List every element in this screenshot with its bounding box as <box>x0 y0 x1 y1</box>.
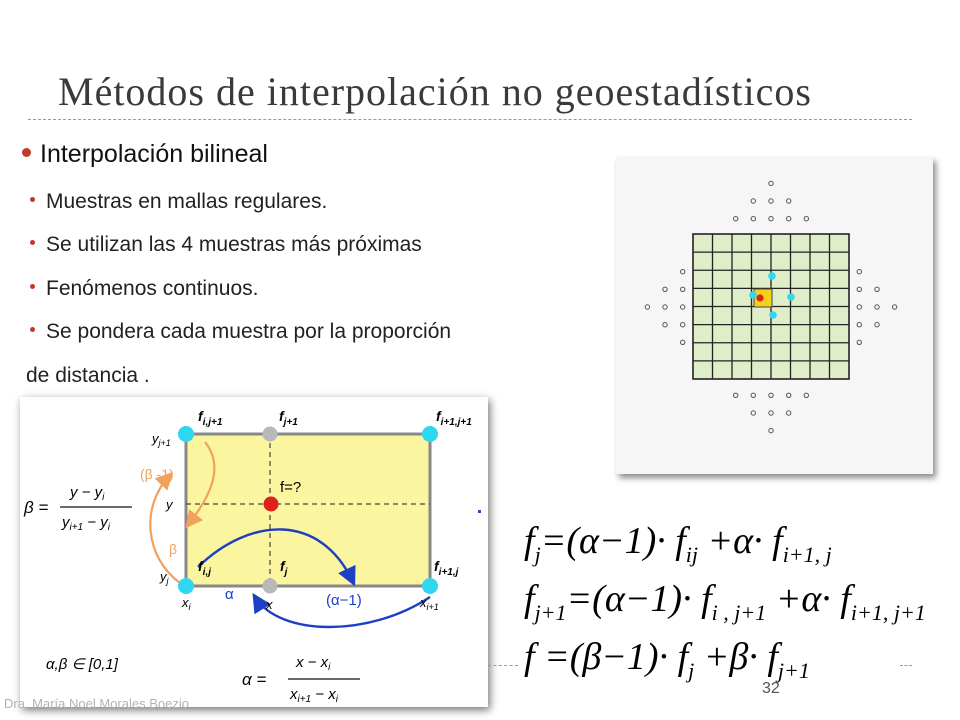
neighbor-sample <box>768 272 776 280</box>
label-y: y <box>166 497 173 512</box>
sample-dot <box>663 323 667 327</box>
sample-dot <box>875 323 879 327</box>
sample-dot <box>875 305 879 309</box>
label-f-unknown: f=? <box>280 479 302 496</box>
title-divider <box>28 119 912 120</box>
label-f-ij1: $f_{i,j+1}$ <box>198 408 223 428</box>
bullet-dot-icon <box>30 284 35 289</box>
interpolation-cell <box>186 434 430 586</box>
sample-dot <box>663 287 667 291</box>
corner-sample <box>178 426 194 442</box>
sample-dot <box>875 287 879 291</box>
sample-dot <box>787 411 791 415</box>
sample-dot <box>734 217 738 221</box>
sample-dot <box>769 411 773 415</box>
intermediate-point <box>263 427 278 442</box>
label-f-i1j: $f_{i+1,j}$ <box>434 558 459 578</box>
sample-dot <box>892 305 896 309</box>
sample-dot <box>681 323 685 327</box>
sample-dot <box>769 217 773 221</box>
label-f-j1: $f_{j+1}$ <box>279 408 298 428</box>
label-alpha: α <box>225 586 234 603</box>
sample-dot <box>751 393 755 397</box>
sample-dot <box>663 305 667 309</box>
bilinear-diagram-figure <box>20 397 488 707</box>
sample-dot <box>787 199 791 203</box>
bullet-dot-icon <box>30 327 35 332</box>
sample-dot <box>804 393 808 397</box>
beta-formula-lhs: β = <box>24 498 49 517</box>
sample-dot <box>857 287 861 291</box>
main-bullet <box>22 140 268 169</box>
slide-title: Métodos de interpolación no geoestadísticos <box>58 69 812 114</box>
sub-bullet-text: Se pondera cada muestra por la proporción <box>46 320 452 343</box>
alpha-formula-lhs: α = <box>242 670 267 689</box>
unknown-point <box>756 294 763 301</box>
equations-block <box>514 505 954 690</box>
label-y-j: $y_j$ <box>160 569 169 586</box>
label-x-i1: $x_{i+1}$ <box>420 595 439 612</box>
sample-dot <box>857 323 861 327</box>
sample-dot <box>769 199 773 203</box>
bullet-dot-icon <box>22 148 31 157</box>
sample-dot <box>857 270 861 274</box>
alpha-formula-denominator: $x_{i+1} - x_i$ <box>290 686 338 705</box>
footer-divider <box>900 665 912 666</box>
regular-grid-image <box>616 157 933 474</box>
sample-dot <box>751 199 755 203</box>
neighbor-sample <box>787 293 795 301</box>
sample-dot <box>645 305 649 309</box>
sub-bullet-text: Se utilizan las 4 muestras más próximas <box>46 233 422 256</box>
sub-bullet-continuation: de distancia . <box>26 364 150 387</box>
sample-dot <box>769 181 773 185</box>
bilinear-diagram <box>20 397 488 707</box>
regular-grid-figure <box>616 157 933 474</box>
sub-bullet <box>30 190 327 214</box>
sub-bullet-text: Fenómenos continuos. <box>46 277 259 300</box>
alpha-formula-numerator: $x - x_i$ <box>296 654 331 673</box>
neighbor-sample <box>769 311 777 319</box>
bullet-dot-icon <box>30 197 35 202</box>
equation-f: $f =(\beta-1)\cdot f_j +\beta\cdot f_{j+1}$ <box>524 636 810 683</box>
stray-mark <box>478 510 481 513</box>
main-bullet-text: Interpolación bilineal <box>40 140 268 168</box>
neighbor-sample <box>749 291 757 299</box>
label-beta: β <box>169 541 178 557</box>
page-number: 32 <box>762 680 780 697</box>
label-y-j1: $y_{j+1}$ <box>152 431 171 448</box>
sample-dot <box>681 305 685 309</box>
sample-dot <box>769 428 773 432</box>
sample-dot <box>787 393 791 397</box>
corner-sample <box>422 578 438 594</box>
label-x-i: $x_i$ <box>182 595 191 612</box>
label-f-ij: $f_{i,j}$ <box>198 558 212 578</box>
label-f-j: $f_j$ <box>280 558 288 578</box>
footer-divider <box>488 665 518 666</box>
unknown-point <box>264 497 279 512</box>
intermediate-point <box>263 579 278 594</box>
sample-dot <box>804 217 808 221</box>
sample-dot <box>769 393 773 397</box>
label-alpha-minus-1: (α−1) <box>326 592 362 609</box>
sample-dot <box>734 393 738 397</box>
beta-arrow <box>150 475 180 583</box>
sample-dot <box>857 305 861 309</box>
corner-sample <box>422 426 438 442</box>
bullet-dot-icon <box>30 240 35 245</box>
beta-formula-numerator: $y - y_i$ <box>70 484 105 503</box>
sub-bullet <box>30 277 258 301</box>
alpha-beta-range: α,β ∈ [0,1] <box>46 656 118 673</box>
sub-bullet <box>30 233 422 257</box>
equation-fj: $f_j=(\alpha-1)\cdot f_{ij} +\alpha\cdot f_{i+1, j}$ <box>524 520 832 567</box>
sample-dot <box>681 270 685 274</box>
label-x: x <box>266 597 273 612</box>
label-f-i1j1: $f_{i+1,j+1}$ <box>436 408 472 428</box>
sample-dot <box>681 287 685 291</box>
label-beta-minus-1: (β -1) <box>140 466 174 482</box>
sample-dot <box>681 340 685 344</box>
footer-author: Dra. María Noel Morales Boezio <box>4 696 189 711</box>
sample-dot <box>857 340 861 344</box>
sub-bullet-text: Muestras en mallas regulares. <box>46 190 328 213</box>
sample-dot <box>787 217 791 221</box>
sample-dot <box>751 411 755 415</box>
corner-sample <box>178 578 194 594</box>
equation-fj1: $f_{j+1}=(\alpha-1)\cdot f_{i , j+1} +\alpha\cdot f_{i+1, j+1}$ <box>524 578 926 625</box>
beta-formula-denominator: $y_{i+1} - y_i$ <box>62 514 110 533</box>
sample-dot <box>751 217 755 221</box>
sub-bullet <box>30 320 451 344</box>
